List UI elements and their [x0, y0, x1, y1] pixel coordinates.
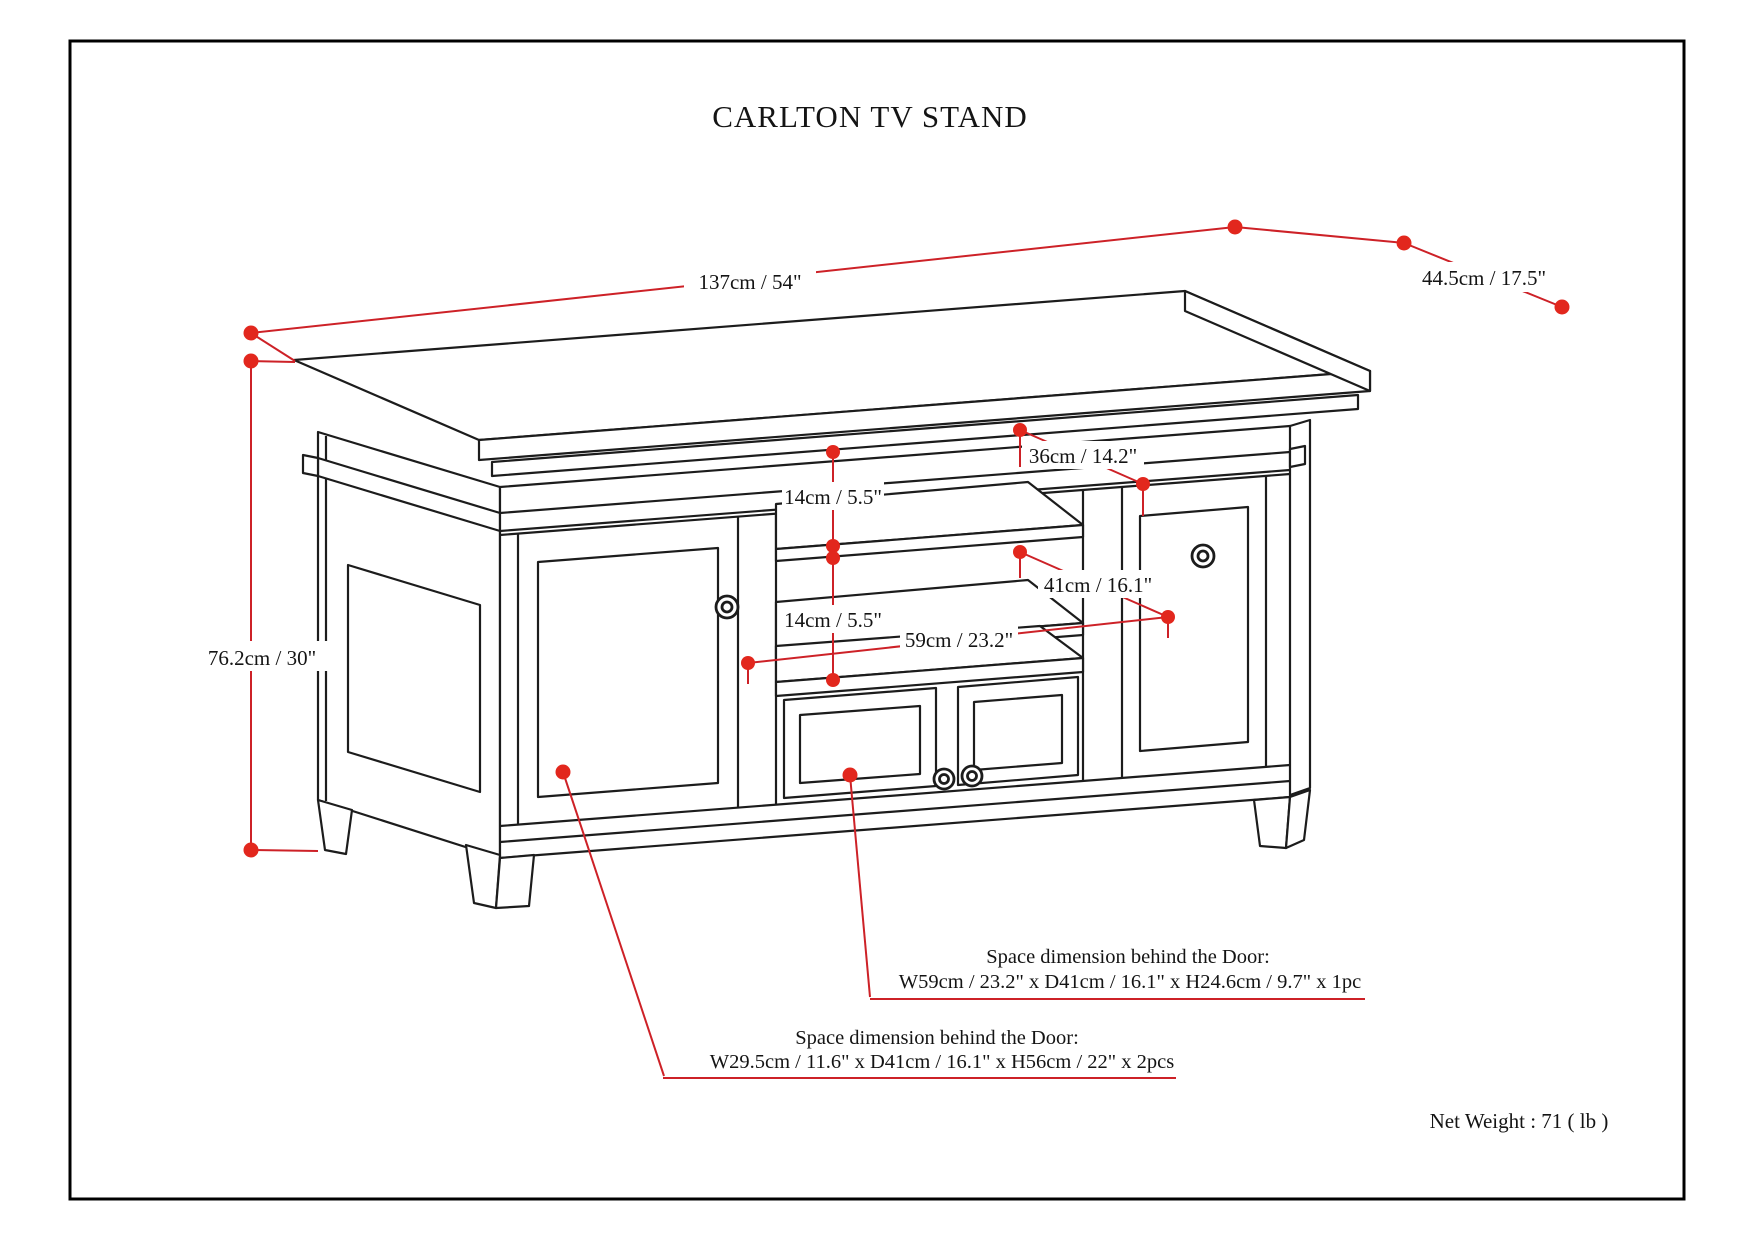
- dim-dot: [1397, 236, 1412, 251]
- center-door-left-panel: [800, 706, 920, 783]
- leg-front-right-side: [1286, 790, 1310, 848]
- net-weight-label: Net Weight : 71 ( lb ): [1429, 1109, 1609, 1133]
- depth-dimension-label: 44.5cm / 17.5": [1421, 266, 1547, 290]
- center-door-space-line2: W59cm / 23.2" x D41cm / 16.1" x H24.6cm / 9.7" x 1pc: [898, 971, 1362, 993]
- leg-front-right: [1254, 797, 1290, 848]
- dim-dot: [1136, 477, 1150, 491]
- left-door-knob-center-icon: [722, 602, 732, 612]
- dim-dot: [826, 673, 840, 687]
- dim-dot: [1013, 423, 1027, 437]
- dim-dot: [741, 656, 755, 670]
- opening-width-label: 59cm / 23.2": [904, 628, 1014, 652]
- dim-dot: [1228, 220, 1243, 235]
- space-annotations: [710, 946, 1361, 1073]
- upper-opening-height-label: 14cm / 5.5": [784, 485, 882, 509]
- right-door-panel: [1140, 507, 1248, 751]
- leg-front-left-side: [466, 845, 500, 908]
- width-dimension-label: 137cm / 54": [698, 270, 802, 294]
- height-dimension-label: 76.2cm / 30": [207, 646, 317, 670]
- dim-dot: [556, 765, 571, 780]
- leg-front-left: [496, 855, 534, 908]
- width-leader: [251, 333, 295, 361]
- right-door-knob-center-icon: [1198, 551, 1208, 561]
- dim-dot: [244, 354, 259, 369]
- upper-shelf-depth-label: 36cm / 14.2": [1028, 444, 1138, 468]
- center-left-knob-center-icon: [940, 775, 949, 784]
- page-title: CARLTON TV STAND: [712, 99, 1028, 134]
- side-inset-panel: [348, 565, 480, 792]
- dim-dot: [826, 551, 840, 565]
- depth-connector-line: [1235, 227, 1404, 243]
- side-door-space-line2: W29.5cm / 11.6" x D41cm / 16.1" x H56cm / 22" x 2pcs: [709, 1051, 1175, 1073]
- lower-shelf-depth-label: 41cm / 16.1": [1043, 573, 1153, 597]
- center-right-knob-center-icon: [968, 772, 977, 781]
- center-door-right-panel: [974, 695, 1062, 770]
- dim-dot: [244, 843, 259, 858]
- leg-back-left: [318, 800, 352, 854]
- cabinet-right-edge: [1290, 420, 1310, 795]
- side-door-space-line1: Space dimension behind the Door:: [795, 1027, 1079, 1049]
- dim-dot: [826, 539, 840, 553]
- center-door-space-line1: Space dimension behind the Door:: [986, 946, 1270, 968]
- dim-dot: [244, 326, 259, 341]
- rail-end-cap-left: [303, 455, 318, 476]
- dim-dot: [826, 445, 840, 459]
- rail-end-cap-right: [1290, 446, 1305, 467]
- left-door-panel: [538, 548, 718, 797]
- dim-dot: [1161, 610, 1175, 624]
- lower-opening-height-label: 14cm / 5.5": [784, 608, 882, 632]
- dim-dot: [1013, 545, 1027, 559]
- dim-dot: [1555, 300, 1570, 315]
- height-bottom-leader: [251, 850, 318, 851]
- dim-dot: [843, 768, 858, 783]
